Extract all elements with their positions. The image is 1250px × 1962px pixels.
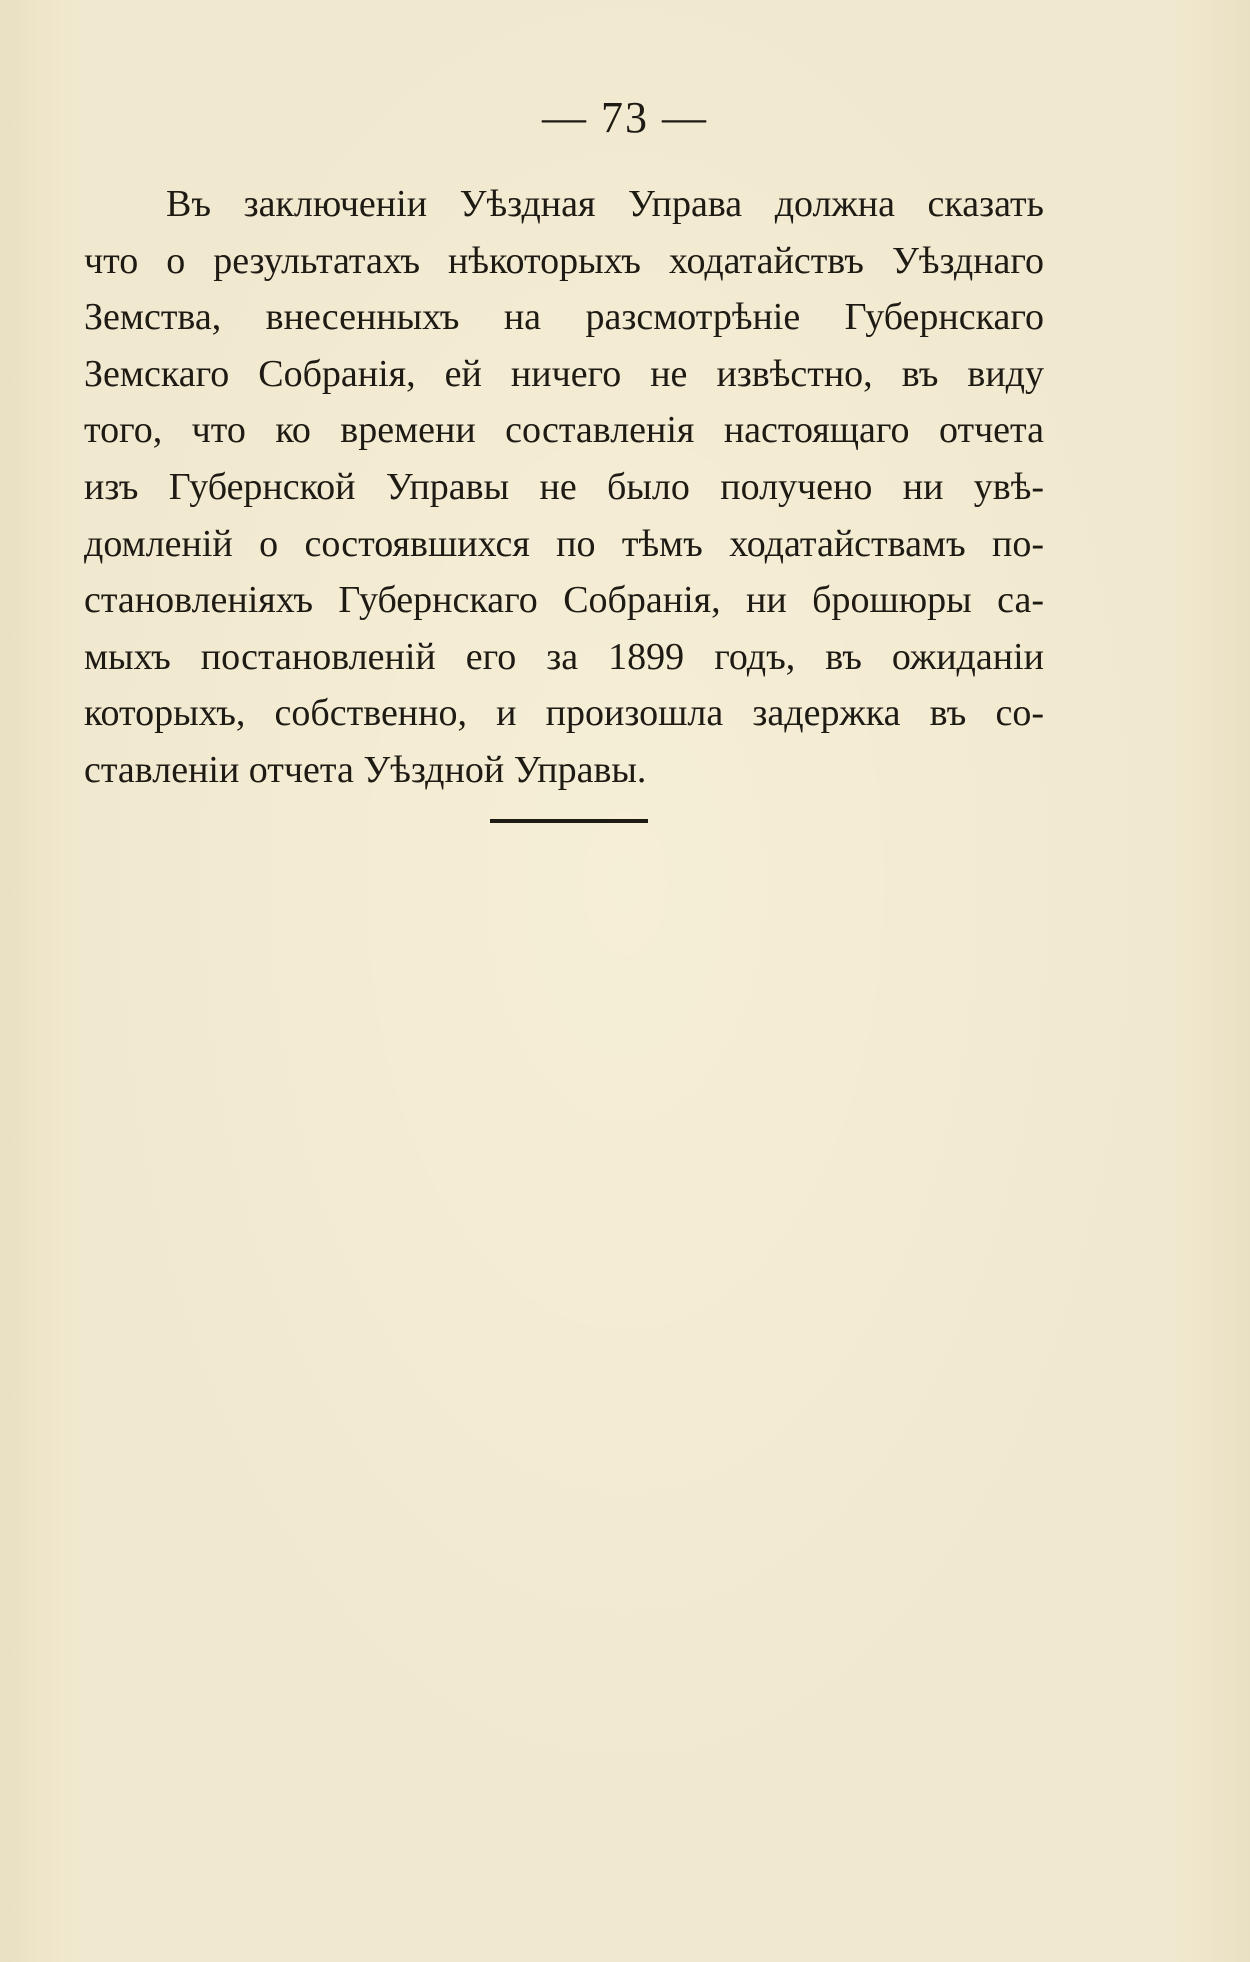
main-paragraph (84, 176, 1044, 799)
paragraph-line: Въ заключеніи Уѣздная Управа должна сказать (166, 183, 1044, 225)
paragraph-line: мыхъ постановленій его за 1899 годъ, въ ожиданіи (84, 635, 1044, 678)
paragraph-line: которыхъ, собственно, и произошла задержка въ со- (84, 692, 1044, 735)
paragraph-line: изъ Губернской Управы не было получено ни увѣ- (84, 465, 1044, 508)
paragraph-line: Земства, внесенныхъ на разсмотрѣніе Губернскаго (84, 296, 1044, 339)
paragraph-line: домленій о состоявшихся по тѣмъ ходатайствамъ по- (84, 522, 1044, 565)
paragraph-line: ставленіи отчета Уѣздной Управы. (84, 748, 647, 791)
page-number: — 73 — (542, 93, 708, 142)
paragraph-line: становленіяхъ Губернскаго Собранія, ни брошюры са- (84, 579, 1044, 622)
paragraph-line: того, что ко времени составленія настоящаго отчета (84, 409, 1044, 452)
paragraph-line: что о результатахъ нѣкоторыхъ ходатайствъ Уѣзднаго (84, 239, 1044, 282)
section-divider (490, 819, 648, 823)
paragraph-line: Земскаго Собранія, ей ничего не извѣстно, въ виду (84, 352, 1044, 395)
